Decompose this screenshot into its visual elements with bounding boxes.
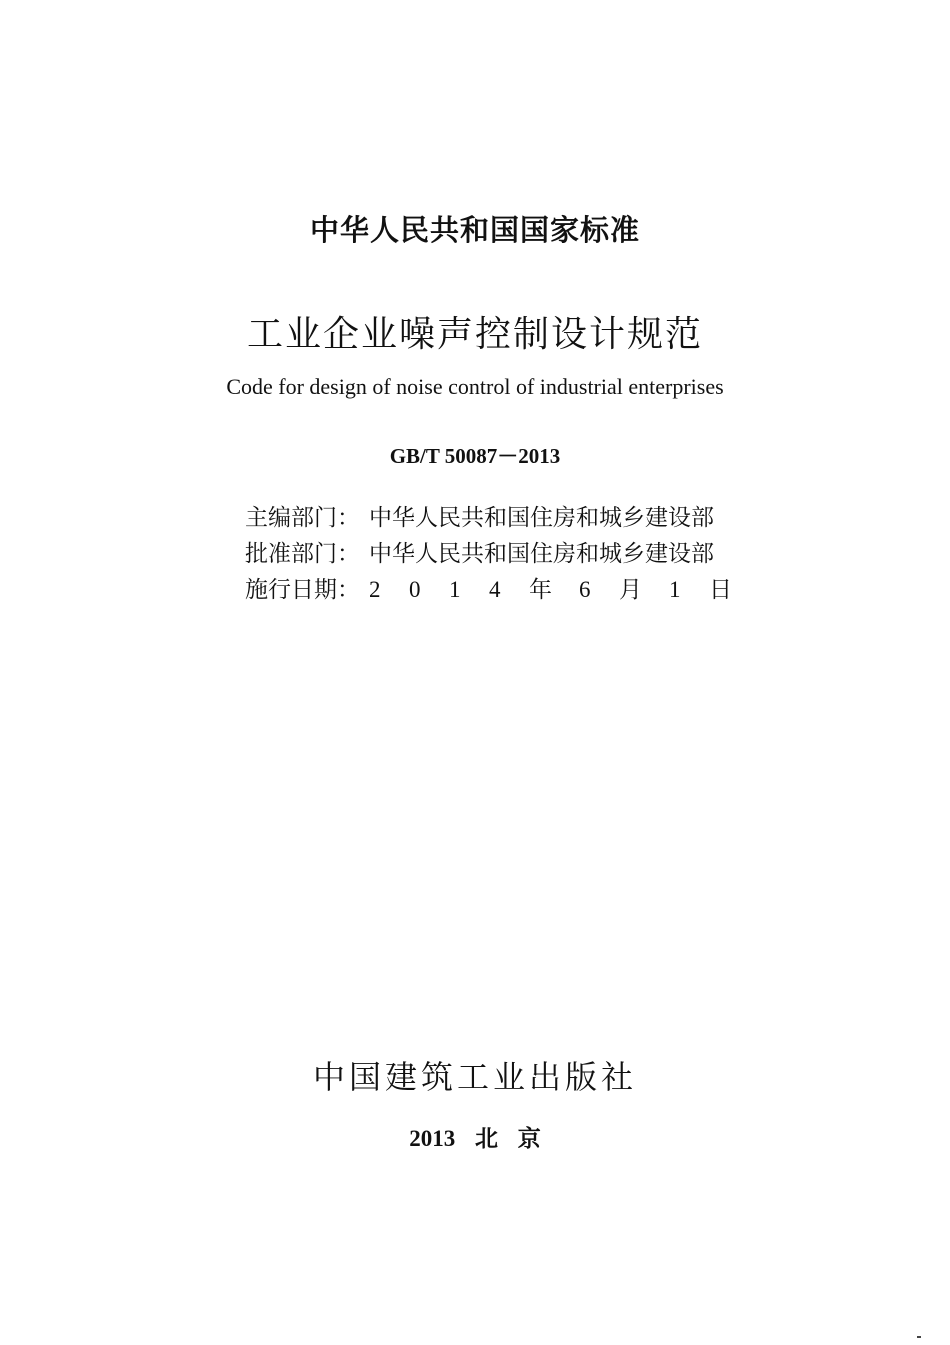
date-month-unit: 月 <box>619 577 642 603</box>
document-title-chinese: 工业企业噪声控制设计规范 <box>246 314 703 355</box>
effective-date-value <box>369 572 759 608</box>
date-year-digit: 1 <box>449 577 461 602</box>
date-month: 6 <box>579 577 591 602</box>
publisher-name: 中国建筑工业出版社 <box>312 1058 637 1096</box>
approval-value: 中华人民共和国住房和城乡建设部 <box>369 541 714 567</box>
date-year-unit: 年 <box>529 577 552 603</box>
standard-type-header: 中华人民共和国国家标准 <box>309 213 640 247</box>
publication-year-place: 2013 北 京 <box>409 1126 541 1151</box>
approval-label: 批准部门： <box>245 541 360 567</box>
date-year-digit: 4 <box>489 577 501 602</box>
date-day-unit: 日 <box>709 577 732 603</box>
effective-date-row <box>245 572 805 608</box>
date-year-digit: 0 <box>409 577 421 602</box>
scan-mark <box>917 1336 921 1338</box>
chief-editor-label: 主编部门： <box>245 505 360 531</box>
date-day: 1 <box>669 577 681 602</box>
document-title-english: Code for design of noise control of industrial enterprises <box>226 374 724 399</box>
standard-info-block <box>245 500 805 608</box>
effective-date-label: 施行日期： <box>245 577 360 603</box>
chief-editor-value: 中华人民共和国住房和城乡建设部 <box>369 505 714 531</box>
approval-row <box>245 536 805 572</box>
chief-editor-row <box>245 500 805 536</box>
date-year-digit: 2 <box>369 577 381 602</box>
standard-code: GB/T 50087－2013 <box>389 444 561 468</box>
